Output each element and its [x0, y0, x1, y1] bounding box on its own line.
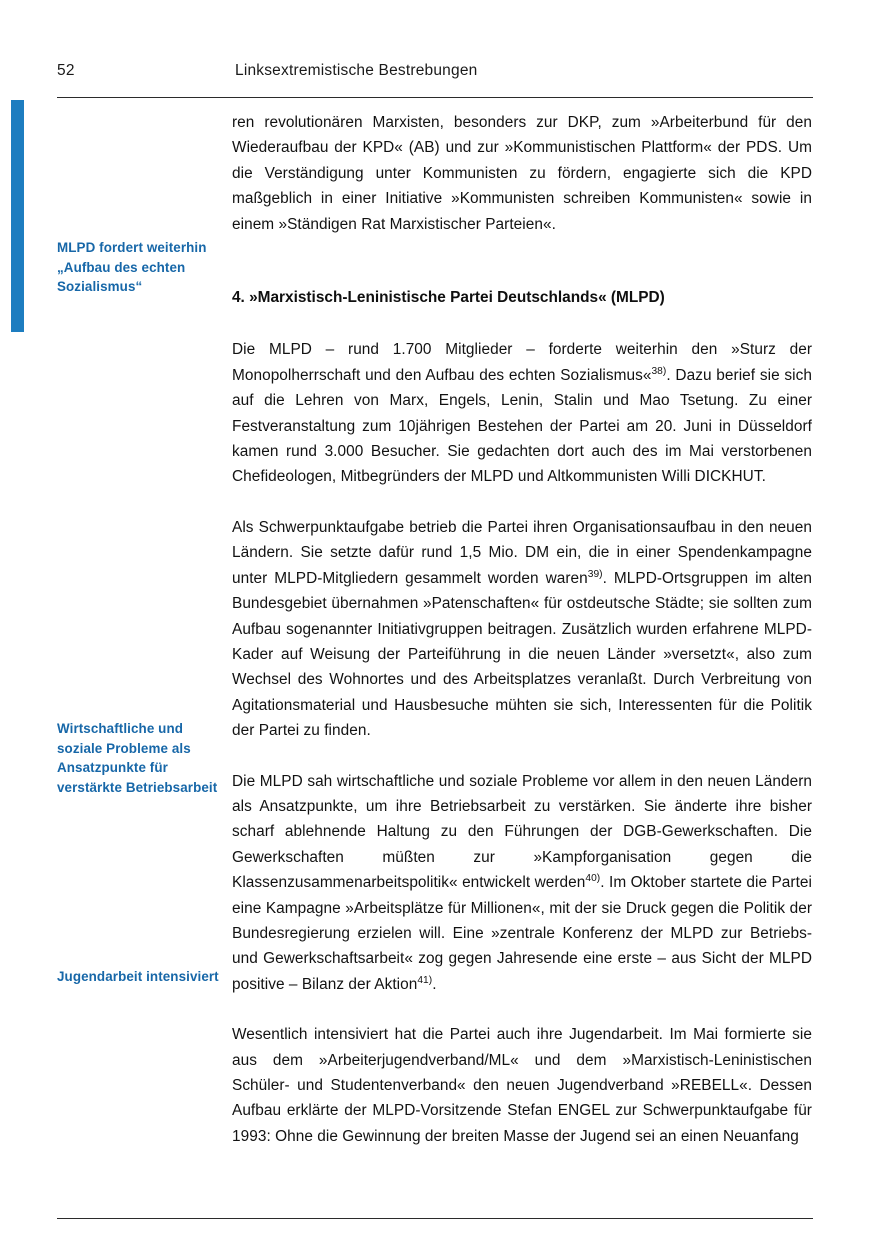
section-heading-spacer: [232, 310, 812, 337]
body-paragraphs: [232, 337, 812, 1149]
section-spacer: [232, 237, 812, 285]
paragraph-organisationsaufbau: [232, 515, 812, 744]
paragraph-jugendarbeit: [232, 1022, 812, 1149]
sidenote-mlpd-aufbau: MLPD fordert weiterhin „Aufbau des echten Sozialismus“: [57, 240, 207, 295]
main-text-column: [232, 110, 812, 1149]
margin-change-bar: [11, 100, 24, 332]
paragraph-text: . Im Oktober startete die Partei eine Kampagne »Arbeitsplätze für Millionen«, mit der sie Druck gegen die Politik der Bundesregierung erzielen will. Eine »zentrale Konferenz der MLPD zur Betriebs- und Gewerkschaftsarbeit« zog gegen Jahresende eine erste – aus Sicht der MLPD positive – Bilanz der Aktion: [232, 874, 812, 993]
paragraph-continued: ren revolutionären Marxisten, besonders zur DKP, zum »Arbeiterbund für den Wiederaufbau der KPD« (AB) und zur »Kommunistischen Plattform« der PDS. Um die Verständigung unter Kommunisten zu fördern, engagierte sich die KPD maßgeblich in einer Initiative »Kommunisten schreiben Kommunisten« sowie in einem »Ständigen Rat Marxistischer Parteien«.: [232, 114, 812, 233]
footnote-marker: 39): [587, 568, 603, 580]
footer-rule: [57, 1218, 813, 1219]
sidenote-wirtschaftliche-probleme: Wirtschaftliche und soziale Probleme als Ansatzpunkte für verstärkte Betriebsarbeit: [57, 721, 218, 795]
paragraph-text: Als Schwerpunktaufgabe betrieb die Partei ihren Organisationsaufbau in den neuen Ländern. Sie setzte dafür rund 1,5 Mio. DM ein, die in einer Spendenkampagne unter MLPD-Mitgliedern gesammelt worden waren: [232, 518, 812, 587]
paragraph-text: Die MLPD – rund 1.700 Mitglieder – forderte weiterhin den »Sturz der Monopolherrschaft und den Aufbau des echten Sozialismus«: [232, 341, 812, 384]
paragraph-text: Die MLPD sah wirtschaftliche und soziale Probleme vor allem in den neuen Ländern als Ansatzpunkte, um ihre Betriebsarbeit zu verstärken. Sie änderte ihre bisher scharf ablehnende Haltung zu den Führungen der DGB-Gewerkschaften. Die Gewerkschaften müßten zur »Kampforganisation gegen die Klassenzusammenarbeitspolitik« entwickelt werden: [232, 772, 812, 892]
footnote-marker: 38): [651, 365, 667, 377]
paragraph-text: .: [432, 975, 437, 993]
page-header: [57, 62, 813, 96]
section-heading: 4. »Marxistisch-Leninistische Partei Deutschlands« (MLPD): [232, 289, 665, 307]
paragraph-text: Wesentlich intensiviert hat die Partei auch ihre Jugendarbeit. Im Mai formierte sie aus dem »Arbeiterjugendverband/ML« und dem »Marxistisch-Leninistischen Schüler- und Studentenverband« den neuen Jugendverband »REBELL«. Dessen Aufbau erklärte der MLPD-Vorsitzende Stefan ENGEL zur Schwerpunktaufgabe für 1993: Ohne die Gewinnung der breiten Masse der Jugend sei an einen Neuanfang: [232, 1026, 812, 1145]
paragraph-mlpd-mitglieder: [232, 337, 812, 489]
footnote-marker: 40): [585, 873, 601, 885]
paragraph-text: . MLPD-Ortsgruppen im alten Bundesgebiet übernahmen »Patenschaften« für ostdeutsche Städte; sie sollten zum Aufbau sogenannter Initiativgruppen beitragen. Zusätzlich wurden erfahrene MLPD-Kader auf Weisung der Parteiführung in die neuen Länder »versetzt«, also zum Wechsel des Wohnortes und des Arbeitsplatzes veranlaßt. Durch Verbreitung von Agitationsmaterial und Hausbesuche mühten sie sich, Interessenten für die Politik der Partei zu finden.: [232, 569, 812, 740]
header-rule: [57, 97, 813, 98]
page-number: 52: [57, 62, 75, 79]
footnote-marker: 41): [417, 974, 433, 986]
paragraph-wirtschaftliche-soziale-probleme: [232, 769, 812, 998]
running-head: Linksextremistische Bestrebungen: [235, 62, 478, 79]
paragraph-text: . Dazu berief sie sich auf die Lehren von Marx, Engels, Lenin, Stalin und Mao Tsetung. Zu einer Festveranstaltung zum 10jährigen Bestehen der Partei am 20. Juni in Düsseldorf kamen rund 3.000 Besucher. Sie gedachten dort auch des im Mai verstorbenen Chefideologen, Mitbegründers der MLPD und Altkommunisten Willi DICKHUT.: [232, 366, 813, 486]
sidenote-jugendarbeit: Jugendarbeit intensiviert: [57, 969, 219, 984]
